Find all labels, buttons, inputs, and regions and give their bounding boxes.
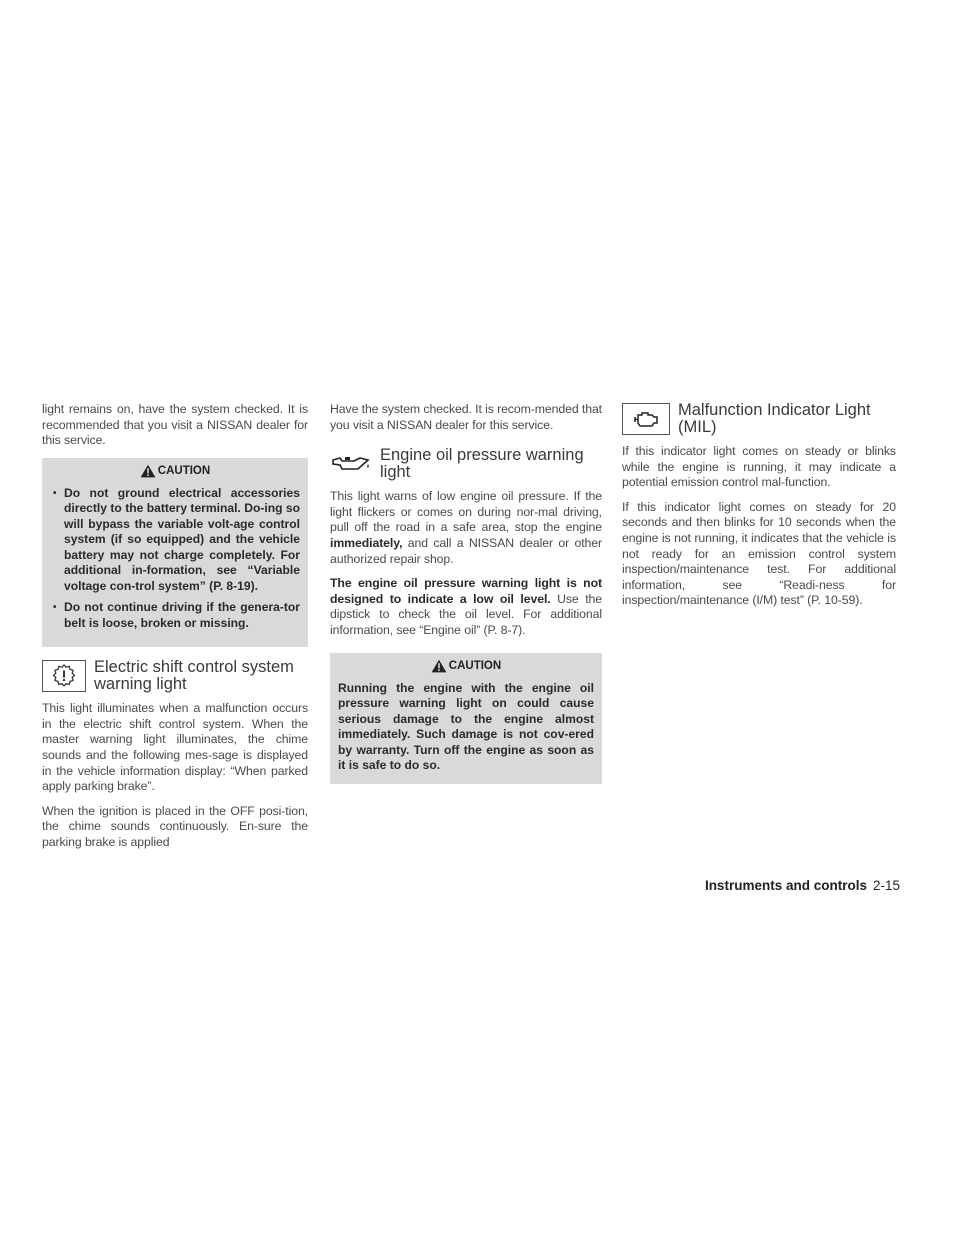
electric-shift-warning-icon — [42, 660, 86, 692]
caution-text: Running the engine with the engine oil pressure warning light on could cause serious damage to the engine almost immediately. Such damage is not cov-ered by warranty. Turn off the engine as soon as it is safe to do so. — [338, 680, 594, 773]
caution-label: CAUTION — [157, 464, 211, 477]
shift-section-title: Electric shift control system warning light — [94, 658, 294, 694]
engine-check-icon — [622, 403, 670, 435]
mil-paragraph-1: If this indicator light comes on steady or blinks while the engine is running, it may indicate a potential emission control mal-function. — [622, 444, 896, 490]
oil-text: and call a NISSAN dealer or other authorized repair shop. — [330, 535, 602, 566]
column-3 — [622, 402, 896, 618]
warning-triangle-icon — [140, 464, 156, 478]
page-number: 2-15 — [872, 878, 900, 893]
caution-header — [338, 659, 594, 673]
mil-section-title: Malfunction Indicator Light (MIL) — [678, 401, 871, 436]
shift-paragraph-1: This light illuminates when a malfunction occurs in the electric shift control system. When the master warning light illuminates, the chime sounds and the following mes-sage is displayed in the vehicle information display: “When parked apply parking brake”. — [42, 701, 308, 794]
section-name: Instruments and controls — [704, 878, 867, 893]
shift-paragraph-2: When the ignition is placed in the OFF posi-tion, the chime sounds continuously. En-sure the parking brake is applied — [42, 803, 308, 850]
warning-triangle-icon — [431, 659, 447, 673]
oil-paragraph-2 — [330, 576, 602, 638]
mil-paragraph-2: If this indicator light comes on steady for 20 seconds and then blinks for 10 seconds when the engine is not running, it indicates that the vehicle is not ready for an emission control system inspection/maintenance test. For additional information, see “Readi-ness for inspection/maintenance (I/M) test” (P. 10-59). — [622, 499, 896, 608]
oil-section-title: Engine oil pressure warning light — [380, 446, 584, 482]
page-footer — [700, 878, 900, 893]
oil-text: Use the dipstick to check the oil level. For additional information, see “Engine oil” (P. 8-7). — [330, 591, 602, 637]
caution-list — [50, 486, 300, 632]
col1-intro: light remains on, have the system checked. It is recommended that you visit a NISSAN dealer for this service. — [42, 402, 308, 448]
caution-item: • Do not ground electrical accessories directly to the battery terminal. Do-ing so will bypass the variable volt-age control system (if so equipped) and the vehicle battery may not charge completely. For additional in-formation, see “Variable voltage con-trol system” (P. 8-19). — [50, 486, 300, 595]
shift-section-heading — [42, 659, 308, 693]
oil-paragraph-1 — [330, 489, 602, 567]
mil-section-heading — [622, 402, 896, 436]
oil-text: This light warns of low engine oil pressure. If the light flickers or comes on during nor-mal driving, pull off the road in a safe area, stop the engine — [330, 489, 602, 535]
oil-text-bold: immediately, — [330, 535, 403, 550]
column-1 — [42, 402, 308, 860]
oil-section-heading — [330, 447, 602, 481]
caution-item: • Do not continue driving if the genera-tor belt is loose, broken or missing. — [50, 600, 300, 631]
col2-intro: Have the system checked. It is recom-mended that you visit a NISSAN dealer for this service. — [330, 402, 603, 432]
column-2 — [330, 402, 602, 796]
caution-box-1 — [42, 458, 308, 648]
oil-text-bold: The engine oil pressure warning light is not designed to indicate a low oil level. — [330, 576, 602, 606]
caution-label: CAUTION — [448, 659, 502, 672]
oil-can-icon — [330, 448, 372, 478]
caution-header — [50, 464, 300, 478]
caution-box-2 — [330, 653, 602, 784]
